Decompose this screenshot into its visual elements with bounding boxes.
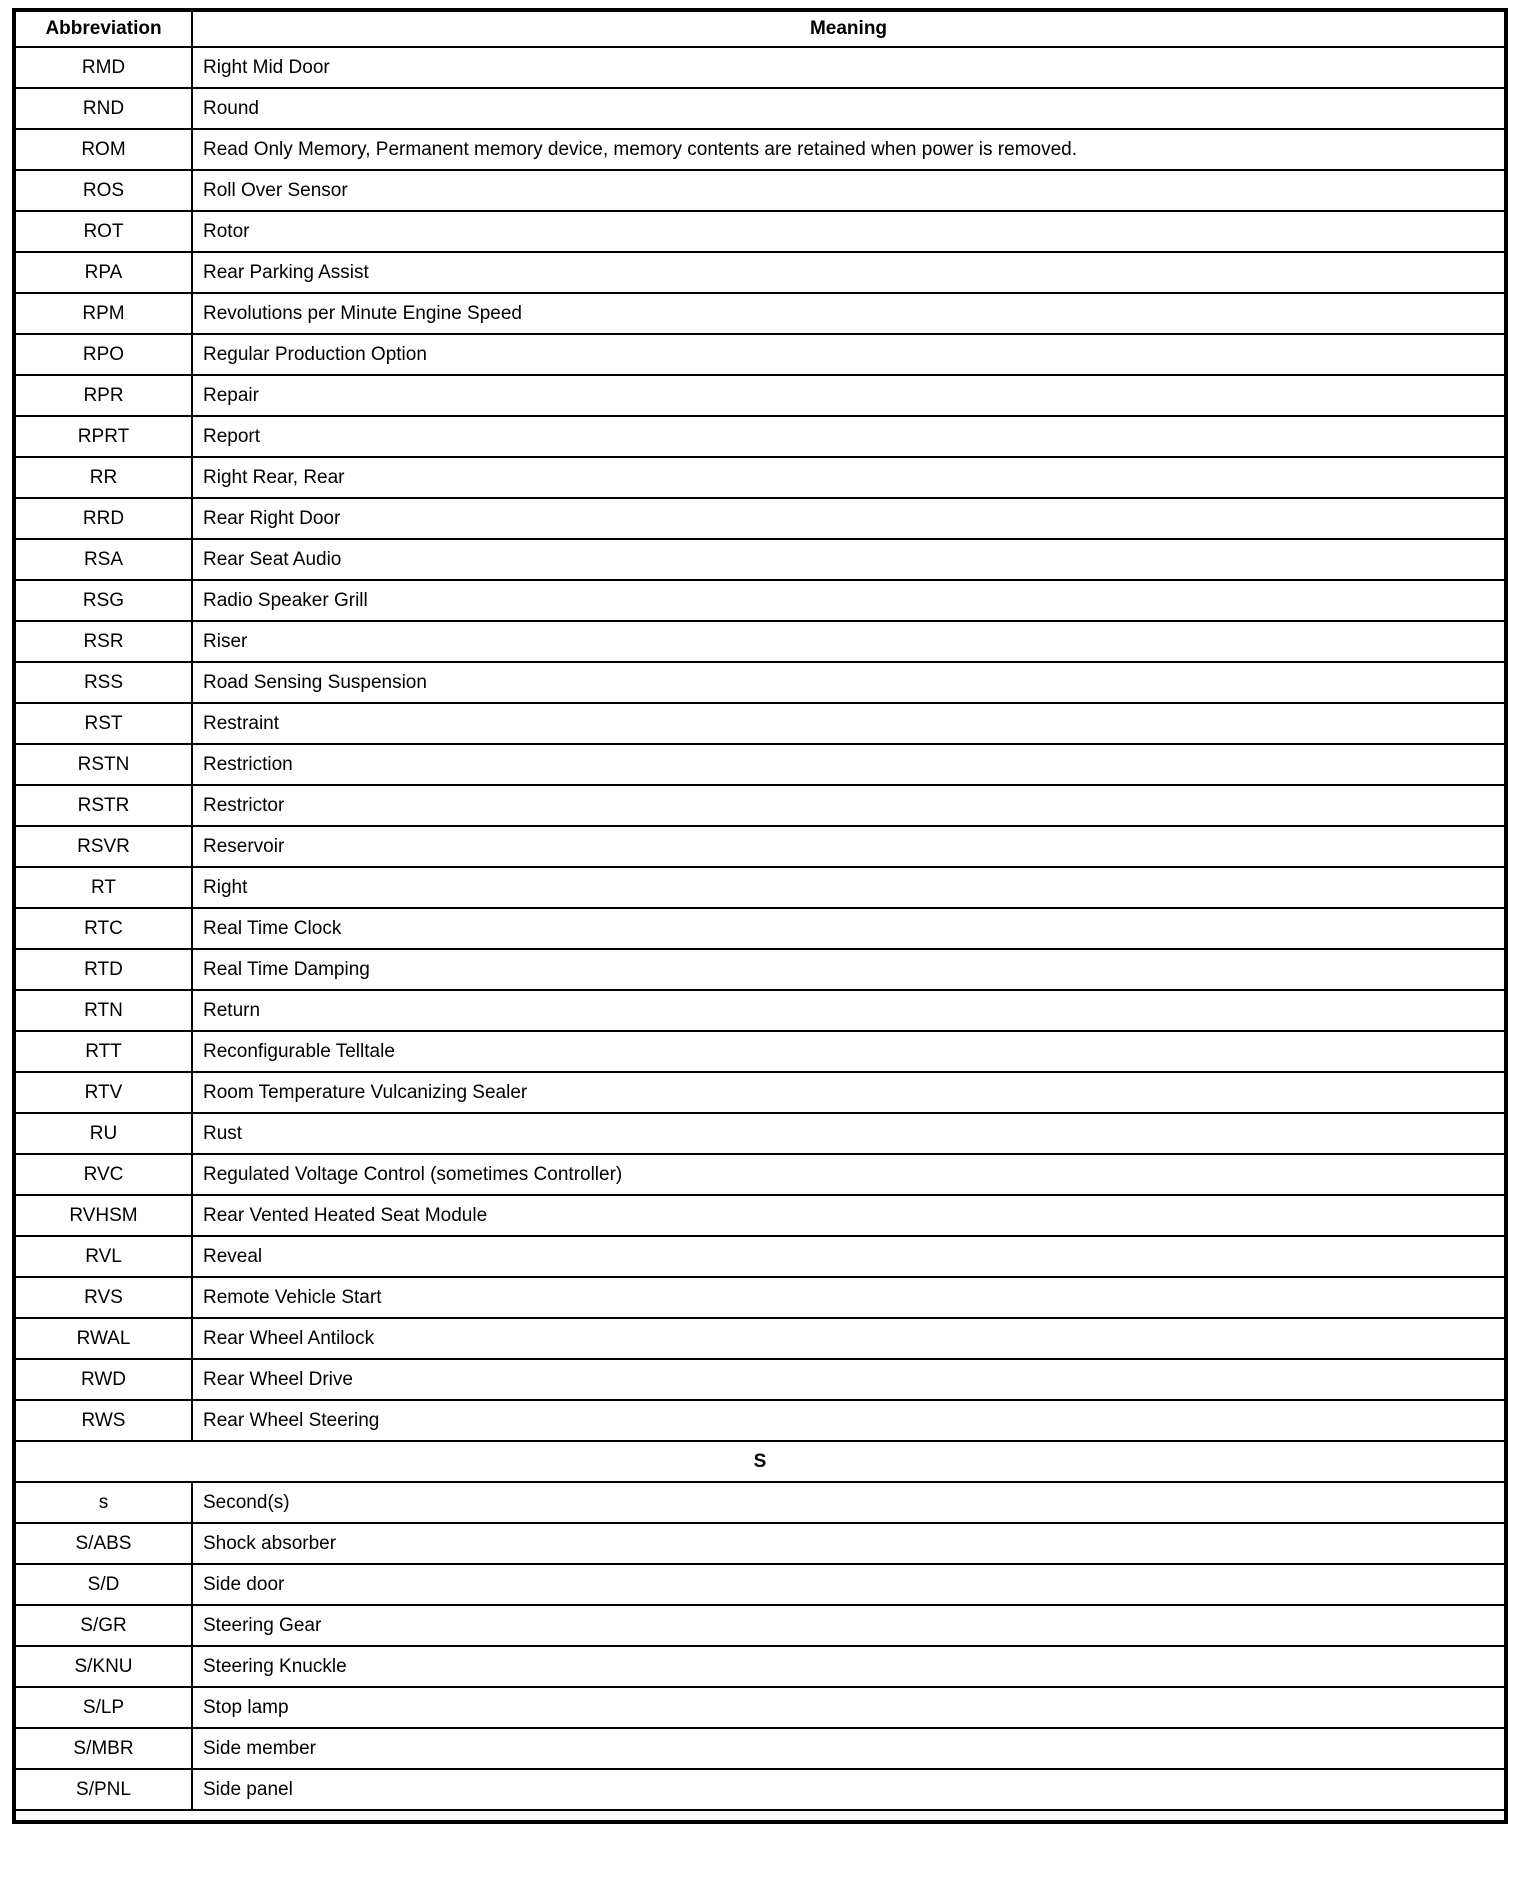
abbreviation-cell: RVS xyxy=(14,1277,192,1318)
table-row xyxy=(14,293,1506,334)
table-row xyxy=(14,908,1506,949)
table-row xyxy=(14,416,1506,457)
document-page xyxy=(12,8,1508,1824)
table-row xyxy=(14,252,1506,293)
abbreviation-cell: S/KNU xyxy=(14,1646,192,1687)
abbreviation-cell: S/LP xyxy=(14,1687,192,1728)
header-row xyxy=(14,10,1506,47)
meaning-cell: Right Rear, Rear xyxy=(192,457,1506,498)
meaning-cell: Room Temperature Vulcanizing Sealer xyxy=(192,1072,1506,1113)
abbreviation-cell: RWD xyxy=(14,1359,192,1400)
table-row xyxy=(14,1523,1506,1564)
column-header-abbreviation: Abbreviation xyxy=(14,10,192,47)
abbreviation-cell: RST xyxy=(14,703,192,744)
meaning-cell: Regular Production Option xyxy=(192,334,1506,375)
meaning-cell: Roll Over Sensor xyxy=(192,170,1506,211)
table-row xyxy=(14,1605,1506,1646)
abbreviation-cell: RTC xyxy=(14,908,192,949)
abbreviation-cell: RND xyxy=(14,88,192,129)
table-row xyxy=(14,1195,1506,1236)
meaning-cell: Right xyxy=(192,867,1506,908)
abbreviation-cell: RPM xyxy=(14,293,192,334)
abbreviation-cell: RTT xyxy=(14,1031,192,1072)
table-body xyxy=(14,47,1506,1822)
meaning-cell: Rear Vented Heated Seat Module xyxy=(192,1195,1506,1236)
meaning-cell: Riser xyxy=(192,621,1506,662)
table-row xyxy=(14,1769,1506,1810)
meaning-cell: Rear Seat Audio xyxy=(192,539,1506,580)
meaning-cell: Restriction xyxy=(192,744,1506,785)
meaning-cell: Restrictor xyxy=(192,785,1506,826)
abbreviation-cell: RRD xyxy=(14,498,192,539)
table-row xyxy=(14,662,1506,703)
meaning-cell: Side panel xyxy=(192,1769,1506,1810)
table-row xyxy=(14,826,1506,867)
table-row xyxy=(14,129,1506,170)
table-row xyxy=(14,88,1506,129)
meaning-cell: Regulated Voltage Control (sometimes Controller) xyxy=(192,1154,1506,1195)
table-row xyxy=(14,703,1506,744)
abbreviation-cell: s xyxy=(14,1482,192,1523)
table-row xyxy=(14,1687,1506,1728)
meaning-cell: Side member xyxy=(192,1728,1506,1769)
abbreviation-cell: ROM xyxy=(14,129,192,170)
abbreviation-cell: RTV xyxy=(14,1072,192,1113)
abbreviation-cell: RSR xyxy=(14,621,192,662)
table-row xyxy=(14,949,1506,990)
abbreviation-cell: RSVR xyxy=(14,826,192,867)
meaning-cell: Rear Right Door xyxy=(192,498,1506,539)
meaning-cell: Rear Wheel Drive xyxy=(192,1359,1506,1400)
meaning-cell: Report xyxy=(192,416,1506,457)
meaning-cell: Restraint xyxy=(192,703,1506,744)
meaning-cell: Steering Gear xyxy=(192,1605,1506,1646)
abbreviation-cell: RU xyxy=(14,1113,192,1154)
abbreviation-cell: RWAL xyxy=(14,1318,192,1359)
meaning-cell: Read Only Memory, Permanent memory device, memory contents are retained when power is removed. xyxy=(192,129,1506,170)
table-row xyxy=(14,498,1506,539)
meaning-cell: Return xyxy=(192,990,1506,1031)
meaning-cell: Real Time Clock xyxy=(192,908,1506,949)
section-label: S xyxy=(14,1441,1506,1482)
table-row xyxy=(14,1154,1506,1195)
abbreviation-cell: RT xyxy=(14,867,192,908)
table-row xyxy=(14,1482,1506,1523)
abbreviation-cell: RVL xyxy=(14,1236,192,1277)
abbreviation-cell: RSTR xyxy=(14,785,192,826)
table-row xyxy=(14,211,1506,252)
abbreviation-cell: RSTN xyxy=(14,744,192,785)
abbreviation-cell: RSA xyxy=(14,539,192,580)
meaning-cell: Reveal xyxy=(192,1236,1506,1277)
column-header-meaning: Meaning xyxy=(192,10,1506,47)
table-row xyxy=(14,170,1506,211)
meaning-cell: Rear Wheel Antilock xyxy=(192,1318,1506,1359)
meaning-cell: Road Sensing Suspension xyxy=(192,662,1506,703)
meaning-cell: Shock absorber xyxy=(192,1523,1506,1564)
meaning-cell: Side door xyxy=(192,1564,1506,1605)
table-row xyxy=(14,867,1506,908)
abbreviation-cell: RVC xyxy=(14,1154,192,1195)
meaning-cell: Second(s) xyxy=(192,1482,1506,1523)
abbreviation-cell: RPO xyxy=(14,334,192,375)
abbreviation-cell: RTD xyxy=(14,949,192,990)
table-row xyxy=(14,375,1506,416)
meaning-cell: Round xyxy=(192,88,1506,129)
meaning-cell: Repair xyxy=(192,375,1506,416)
meaning-cell: Radio Speaker Grill xyxy=(192,580,1506,621)
table-row xyxy=(14,1318,1506,1359)
bottom-spacer-row xyxy=(14,1810,1506,1822)
bottom-spacer-cell xyxy=(14,1810,1506,1822)
table-row xyxy=(14,621,1506,662)
table-row xyxy=(14,1277,1506,1318)
table-row xyxy=(14,785,1506,826)
abbreviation-cell: RPR xyxy=(14,375,192,416)
table-row xyxy=(14,1646,1506,1687)
meaning-cell: Rear Parking Assist xyxy=(192,252,1506,293)
meaning-cell: Reconfigurable Telltale xyxy=(192,1031,1506,1072)
abbreviation-cell: S/PNL xyxy=(14,1769,192,1810)
meaning-cell: Steering Knuckle xyxy=(192,1646,1506,1687)
table-row xyxy=(14,1113,1506,1154)
table-row xyxy=(14,1031,1506,1072)
table-row xyxy=(14,744,1506,785)
abbreviation-cell: RSS xyxy=(14,662,192,703)
meaning-cell: Right Mid Door xyxy=(192,47,1506,88)
abbreviation-cell: S/D xyxy=(14,1564,192,1605)
meaning-cell: Rust xyxy=(192,1113,1506,1154)
section-row xyxy=(14,1441,1506,1482)
table-row xyxy=(14,1564,1506,1605)
abbreviation-cell: RR xyxy=(14,457,192,498)
abbreviation-cell: ROT xyxy=(14,211,192,252)
abbreviation-cell: S/ABS xyxy=(14,1523,192,1564)
abbreviation-cell: RVHSM xyxy=(14,1195,192,1236)
table-row xyxy=(14,1236,1506,1277)
abbreviation-cell: RWS xyxy=(14,1400,192,1441)
abbreviation-cell: S/MBR xyxy=(14,1728,192,1769)
meaning-cell: Reservoir xyxy=(192,826,1506,867)
table-row xyxy=(14,1728,1506,1769)
abbreviation-cell: RPRT xyxy=(14,416,192,457)
table-row xyxy=(14,334,1506,375)
table-row xyxy=(14,580,1506,621)
meaning-cell: Remote Vehicle Start xyxy=(192,1277,1506,1318)
abbreviation-cell: RMD xyxy=(14,47,192,88)
abbreviation-cell: ROS xyxy=(14,170,192,211)
meaning-cell: Stop lamp xyxy=(192,1687,1506,1728)
meaning-cell: Real Time Damping xyxy=(192,949,1506,990)
abbreviation-cell: RPA xyxy=(14,252,192,293)
table-row xyxy=(14,457,1506,498)
table-row xyxy=(14,1072,1506,1113)
meaning-cell: Rear Wheel Steering xyxy=(192,1400,1506,1441)
table-row xyxy=(14,1359,1506,1400)
table-row xyxy=(14,1400,1506,1441)
meaning-cell: Rotor xyxy=(192,211,1506,252)
abbreviation-cell: RTN xyxy=(14,990,192,1031)
table-row xyxy=(14,990,1506,1031)
abbreviation-table xyxy=(12,8,1508,1824)
abbreviation-cell: RSG xyxy=(14,580,192,621)
meaning-cell: Revolutions per Minute Engine Speed xyxy=(192,293,1506,334)
table-row xyxy=(14,47,1506,88)
abbreviation-cell: S/GR xyxy=(14,1605,192,1646)
table-row xyxy=(14,539,1506,580)
